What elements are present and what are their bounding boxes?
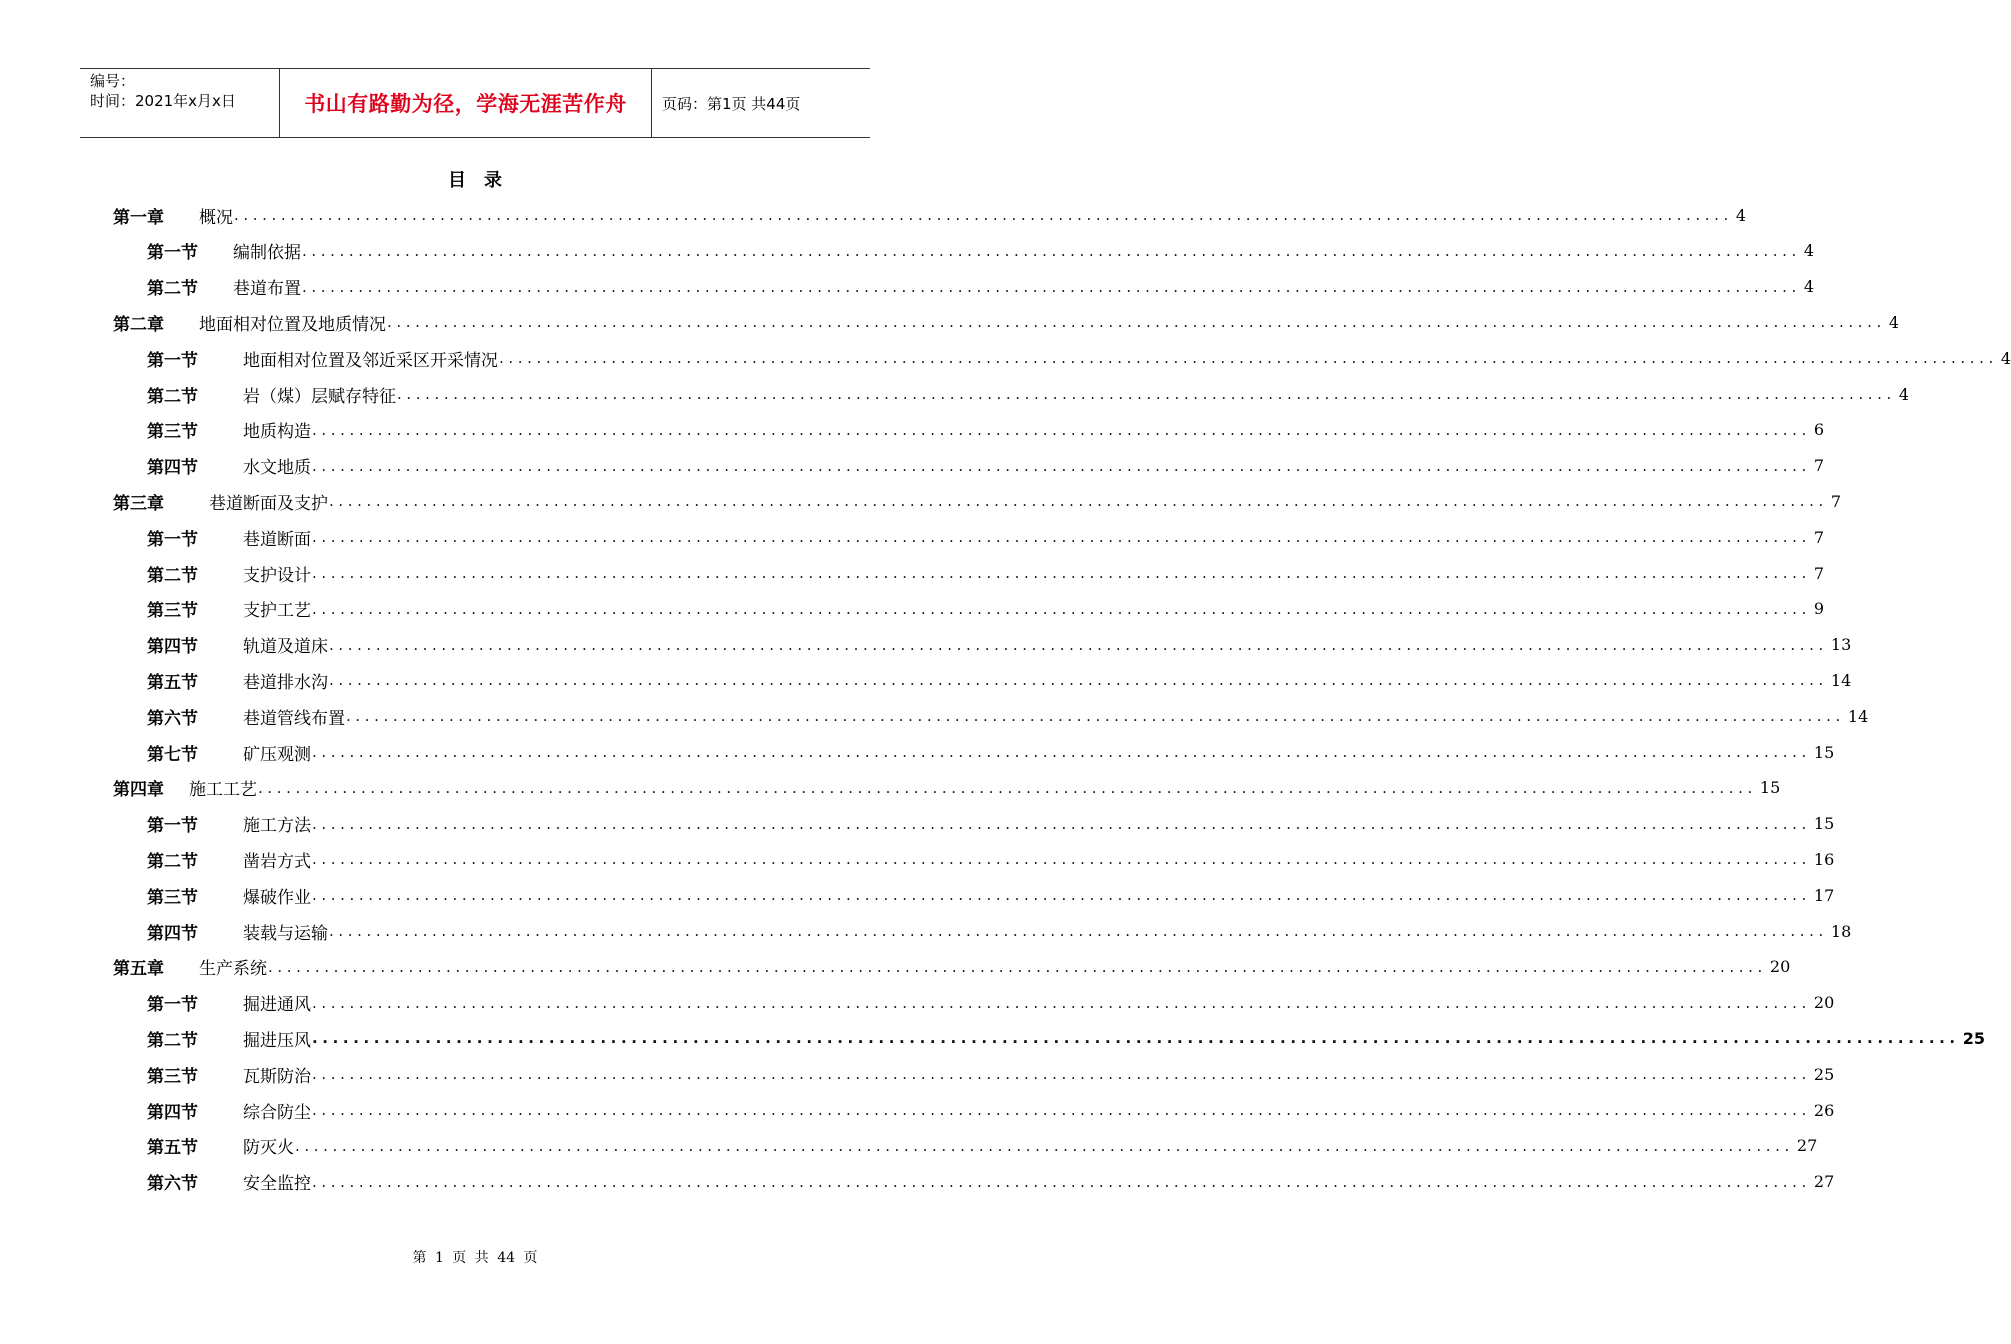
toc-section-entry[interactable] [147,448,1825,484]
toc-page-number: 27 [1813,1172,1835,1192]
toc-entry-number: 第一节 [147,529,198,550]
toc-page-number: 9 [1813,599,1825,619]
toc-page-number: 15 [1813,814,1835,834]
toc-leader-dots: ................................................................................................................................................................ [329,492,1828,511]
toc-chapter-entry[interactable] [113,483,1842,519]
toc-section-entry[interactable] [147,985,1835,1021]
toc-page-number: 18 [1830,921,1852,941]
toc-leader-dots: ................................................................................................................................................................ [312,1172,1811,1191]
toc-page-number: 13 [1830,635,1852,655]
toc-entry-title: 巷道断面及支护 [209,493,328,514]
toc-entry-title: 巷道断面 [243,529,311,550]
toc-page-number: 6 [1813,420,1825,440]
toc-entry-number: 第六节 [147,708,198,729]
toc-entry-number: 第一节 [147,243,198,264]
toc-entry-number: 第一节 [147,995,198,1016]
toc-entry-number: 第一章 [113,207,164,228]
toc-entry-title: 巷道管线布置 [243,708,345,729]
time-label: 时间：2021年x月x日 [90,92,236,110]
toc-entry-title: 施工工艺 [189,780,257,801]
toc-leader-dots: ................................................................................................................................................................ [312,528,1811,547]
toc-entry-number: 第四节 [147,458,198,479]
toc-leader-dots: ................................................................................................................................................................ [329,671,1828,690]
toc-page-number: 20 [1813,993,1835,1013]
toc-section-entry[interactable] [147,662,1852,698]
toc-leader-dots: ................................................................................................................................................................ [312,743,1811,761]
toc-page-number: 7 [1813,456,1825,476]
toc-section-entry[interactable] [147,519,1825,555]
toc-entry-title: 轨道及道床 [243,637,328,658]
toc-chapter-entry[interactable] [113,197,1747,233]
toc-leader-dots: ................................................................................................................................................................ [329,922,1828,940]
toc-entry-title: 矿压观测 [243,744,311,765]
toc-leader-dots: ................................................................................................................................................................ [258,778,1757,797]
header-meta [80,69,280,137]
toc-leader-dots: ................................................................................................................................................................ [387,313,1886,332]
toc-entry-title: 支护工艺 [243,601,311,622]
toc-entry-number: 第七节 [147,744,198,765]
toc-entry-title: 地面相对位置及邻近采区开采情况 [243,350,498,371]
page-header [80,68,870,138]
toc-entry-title: 掘进压风 [243,1030,311,1051]
toc-entry-number: 第三节 [147,1066,198,1087]
toc-entry-title: 掘进通风 [243,995,311,1016]
toc-entry-number: 第三节 [147,887,198,908]
toc-page-number: 7 [1830,491,1842,511]
toc-page-number: 7 [1813,527,1825,547]
toc-entry-title: 安全监控 [243,1174,311,1195]
toc-entry-title: 爆破作业 [243,887,311,908]
page-footer: 第 1 页 共 44 页 [412,1250,538,1266]
toc-section-entry[interactable] [147,877,1835,913]
toc-page-number: 4 [1888,312,1900,332]
number-label: 编号： [90,72,136,90]
toc-section-entry[interactable] [147,1092,1835,1128]
toc-page-number: 15 [1813,742,1835,762]
toc-entry-number: 第四章 [113,780,164,801]
toc-leader-dots: ................................................................................................................................................................ [312,564,1811,582]
toc-page-number: 25 [1962,1028,1985,1048]
toc-leader-dots: ................................................................................................................................................................ [329,635,1828,654]
page-info: 页码：第1页 共44页 [662,94,801,113]
toc-leader-dots: ................................................................................................................................................................ [312,850,1811,869]
toc-entry-number: 第二节 [147,386,198,407]
toc-section-entry[interactable] [147,555,1825,591]
toc-entry-number: 第三节 [147,422,198,443]
toc-entry-title: 地质构造 [243,422,311,443]
toc-entry-title: 地面相对位置及地质情况 [199,314,386,335]
toc-entry-number: 第四节 [147,1102,198,1123]
toc-entry-number: 第二节 [147,565,198,586]
toc-entry-title: 凿岩方式 [243,851,311,872]
toc-page-number: 16 [1813,849,1835,869]
toc-entry-number: 第四节 [147,923,198,944]
toc-section-entry[interactable] [147,269,1815,305]
toc-section-entry[interactable] [147,627,1852,663]
motto: 书山有路勤为径，学海无涯苦作舟 [304,92,627,116]
toc-entry-title: 巷道排水沟 [243,672,328,693]
toc-entry-number: 第二节 [147,851,198,872]
toc-page-number: 4 [2000,348,2011,368]
toc-entry-number: 第三节 [147,601,198,622]
toc-entry-title: 防灭火 [243,1138,294,1159]
toc-section-entry[interactable] [147,841,1835,877]
toc-section-entry[interactable] [147,1056,1835,1092]
toc-page-number: 20 [1769,957,1791,977]
toc-entry-title: 水文地质 [243,458,311,479]
toc-leader-dots: ................................................................................................................................................................ [302,241,1801,260]
toc-entry-number: 第二节 [147,1030,198,1051]
toc-entry-title: 岩（煤）层赋存特征 [243,386,396,407]
toc-entry-title: 瓦斯防治 [243,1066,311,1087]
toc-section-entry[interactable] [147,233,1815,269]
toc-section-entry[interactable] [147,913,1852,949]
toc-leader-dots: ................................................................................................................................................................ [346,707,1845,726]
toc-section-entry[interactable] [147,806,1835,842]
toc-leader-dots: ................................................................................................................................................................ [312,993,1811,1012]
toc-leader-dots: ................................................................................................................................................................ [312,1101,1811,1119]
toc-section-entry[interactable] [147,698,1869,734]
toc-leader-dots: ................................................................................................................................................................ [312,1029,1960,1048]
toc-leader-dots: ................................................................................................................................................................ [312,456,1811,475]
toc-entry-title: 编制依据 [233,243,301,264]
toc-leader-dots: ................................................................................................................................................................ [312,420,1811,439]
toc-entry-title: 支护设计 [243,565,311,586]
toc-section-entry[interactable] [147,591,1825,627]
toc-entry-title: 综合防尘 [243,1102,311,1123]
toc-section-entry[interactable] [147,734,1835,770]
toc-entry-number: 第五节 [147,672,198,693]
toc-leader-dots: ................................................................................................................................................................ [397,385,1896,403]
toc-page-number: 4 [1803,241,1815,261]
toc-leader-dots: ................................................................................................................................................................ [312,814,1811,833]
toc-page-number: 14 [1830,670,1852,690]
toc-leader-dots: ................................................................................................................................................................ [295,1136,1794,1155]
toc-entry-title: 生产系统 [199,959,267,980]
toc-entry-number: 第二节 [147,279,198,300]
toc-page-number: 14 [1847,706,1869,726]
toc-page-number: 4 [1803,277,1815,297]
toc-leader-dots: ................................................................................................................................................................ [234,206,1733,224]
toc-leader-dots: ................................................................................................................................................................ [268,957,1767,976]
toc-entry-title: 装载与运输 [243,923,328,944]
toc-section-entry[interactable] [147,376,1910,412]
toc-entry-title: 概况 [199,207,233,228]
toc-page-number: 7 [1813,563,1825,583]
toc-entry-number: 第六节 [147,1174,198,1195]
toc-entry-number: 第三章 [113,493,164,514]
toc-leader-dots: ................................................................................................................................................................ [312,1065,1811,1084]
toc-title: 目录 [448,170,520,191]
toc-entry-number: 第四节 [147,637,198,658]
toc-page-number: 15 [1759,778,1781,798]
toc-section-entry[interactable] [147,340,2011,376]
toc-page-number: 27 [1796,1136,1818,1156]
toc-section-entry[interactable] [147,1020,1985,1056]
toc-entry-number: 第一节 [147,350,198,371]
toc-leader-dots: ................................................................................................................................................................ [312,886,1811,905]
toc-entry-number: 第五章 [113,959,164,980]
toc-entry-number: 第一节 [147,816,198,837]
header-page-info-cell [652,69,870,137]
toc-section-entry[interactable] [147,1128,1818,1164]
toc-page-number: 17 [1813,885,1835,905]
toc-chapter-entry[interactable] [113,304,1900,340]
toc-page-number: 4 [1898,384,1910,404]
toc-entry-title: 施工方法 [243,816,311,837]
toc-page-number: 4 [1735,205,1747,225]
toc-page-number: 25 [1813,1064,1835,1084]
toc-entry-title: 巷道布置 [233,279,301,300]
toc-leader-dots: ................................................................................................................................................................ [302,277,1801,296]
toc-entry-number: 第五节 [147,1138,198,1159]
toc-chapter-entry[interactable] [113,770,1781,806]
toc-chapter-entry[interactable] [113,949,1791,985]
toc-section-entry[interactable] [147,412,1825,448]
toc-section-entry[interactable] [147,1164,1835,1200]
toc-page-number: 26 [1813,1100,1835,1120]
toc-entry-number: 第二章 [113,314,164,335]
toc-leader-dots: ................................................................................................................................................................ [499,349,1998,368]
toc-leader-dots: ................................................................................................................................................................ [312,599,1811,618]
header-motto-cell [280,69,652,137]
